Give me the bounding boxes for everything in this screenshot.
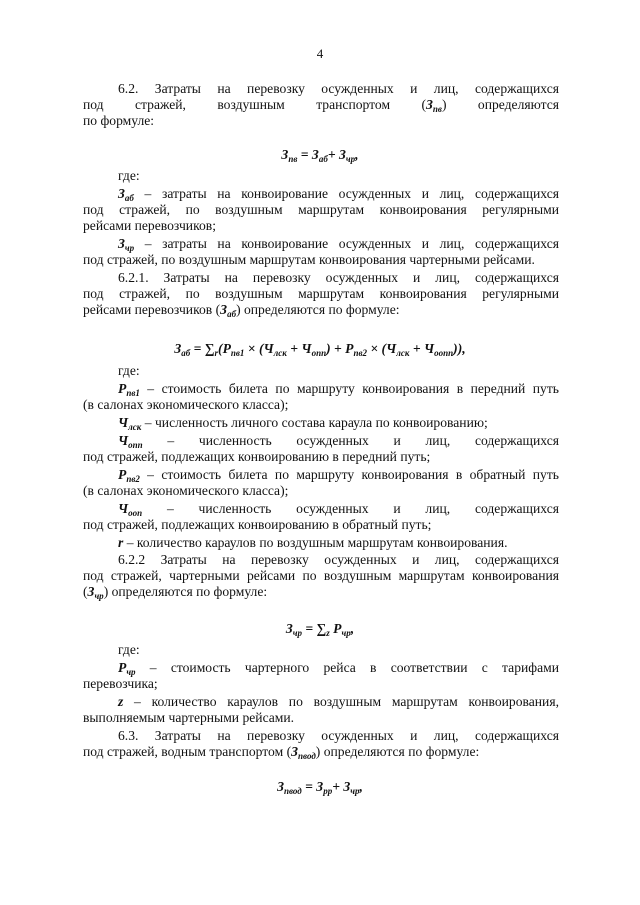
section-6-2-line-1: 6.2. Затраты на перевозку осужденных и лиц, содержащихся bbox=[118, 81, 559, 96]
def-z-ab-line-3: рейсами перевозчиков; bbox=[83, 218, 216, 233]
def-z-chr-line-1: $З_{чр}$ – затраты на конвоирование осужденных и лиц, содержащихся bbox=[118, 236, 559, 253]
section-6-3-line-2: под стражей, водным транспортом $(З_{пвод})$ определяются по формуле: bbox=[83, 744, 480, 761]
section-6-3-line-1: 6.3. Затраты на перевозку осужденных и лиц, содержащихся bbox=[118, 728, 559, 743]
def-p-pv1-line-2: (в салонах экономического класса); bbox=[83, 397, 289, 412]
def-ch-oop-line-1: $Ч_{ооп}$ – численность осужденных и лиц, содержащихся bbox=[118, 501, 559, 518]
def-z-chr-line-2: под стражей, по воздушным маршрутам конвоирования чартерными рейсами. bbox=[83, 252, 535, 267]
def-p-pv1-line-1: $Р_{пв1}$ – стоимость билета по маршруту конвоирования в передний путь bbox=[118, 381, 559, 398]
where-label-2: где: bbox=[118, 363, 140, 378]
where-label-3: где: bbox=[118, 642, 140, 657]
section-6-2-1-line-1: 6.2.1. Затраты на перевозку осужденных и лиц, содержащихся bbox=[118, 270, 559, 285]
formula-z-chr: $З_{чр} = \sum_z$ $P_{чр}$, bbox=[285, 621, 355, 638]
section-6-2-2-line-3: $(З_{чр})$ определяются по формуле: bbox=[83, 584, 268, 601]
def-ch-lsk-line-1: $Ч_{лск}$ – численность личного состава караула по конвоированию; bbox=[118, 415, 488, 432]
section-6-2-1-line-2: под стражей, по воздушным маршрутам конвоирования регулярными bbox=[83, 286, 559, 301]
def-r-line-1: r – количество караулов по воздушным маршрутам конвоирования. bbox=[118, 535, 508, 550]
def-z-line-1: z – количество караулов по воздушным маршрутам конвоирования, bbox=[118, 694, 559, 709]
def-p-pv2-line-2: (в салонах экономического класса); bbox=[83, 483, 289, 498]
section-6-2-1-line-3: рейсами перевозчиков $(З_{аб})$ определяются по формуле: bbox=[83, 302, 400, 319]
formula-z-pv: $З_{пв} = З_{аб}+ З_{чр}$, bbox=[281, 147, 359, 164]
formula-z-pvod: $З_{пвод} = З_{рр}+ З_{чр}$, bbox=[277, 779, 363, 796]
def-p-pv2-line-1: $Р_{пв2}$ – стоимость билета по маршруту конвоирования в обратный путь bbox=[118, 467, 559, 484]
def-ch-opp-line-1: $Ч_{опп}$ – численность осужденных и лиц, содержащихся bbox=[118, 433, 559, 450]
where-label-1: где: bbox=[118, 168, 140, 183]
page-number: 4 bbox=[316, 46, 324, 61]
def-ch-oop-line-2: под стражей, подлежащих конвоированию в обратный путь; bbox=[83, 517, 432, 532]
formula-z-ab: $З_{аб} = \sum_r(P_{пв1} \times (Ч_{лск} + Ч_{опп}) + P_{пв2} \times (Ч_{лск} + Ч_{оопп}))$, bbox=[174, 341, 466, 358]
def-p-chr-line-2: перевозчика; bbox=[83, 676, 158, 691]
section-6-2-line-2: под стражей, воздушным транспортом $(З_{пв})$ определяются bbox=[83, 97, 559, 114]
def-p-chr-line-1: $Р_{чр}$ – стоимость чартерного рейса в соответствии с тарифами bbox=[118, 660, 559, 677]
section-6-2-line-3: по формуле: bbox=[83, 113, 155, 128]
def-z-line-2: выполняемым чартерными рейсами. bbox=[83, 710, 295, 725]
def-z-ab-line-1: $З_{аб}$ – затраты на конвоирование осужденных и лиц, содержащихся bbox=[118, 186, 559, 203]
def-ch-opp-line-2: под стражей, подлежащих конвоированию в передний путь; bbox=[83, 449, 431, 464]
section-6-2-2-line-1: 6.2.2 Затраты на перевозку осужденных и лиц, содержащихся bbox=[118, 552, 559, 567]
def-z-ab-line-2: под стражей, по воздушным маршрутам конвоирования регулярными bbox=[83, 202, 559, 217]
section-6-2-2-line-2: под стражей, чартерными рейсами по воздушным маршрутам конвоирования bbox=[83, 568, 559, 583]
